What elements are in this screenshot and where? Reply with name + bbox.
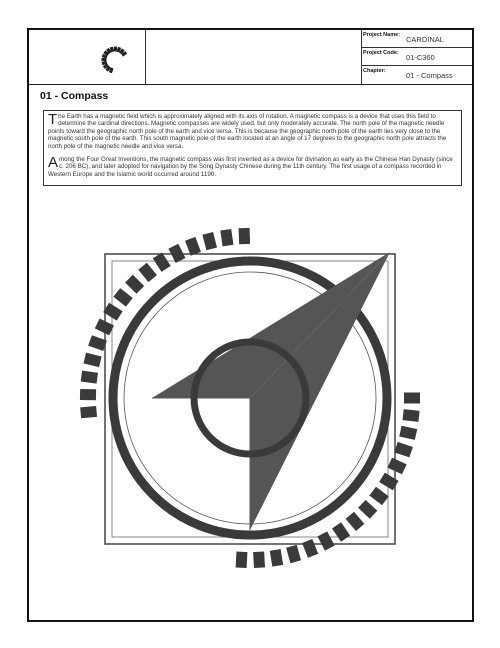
tick-segment bbox=[394, 442, 413, 458]
tick-segment bbox=[399, 426, 417, 440]
tick-segment bbox=[81, 371, 98, 384]
tick-segment bbox=[80, 406, 97, 418]
tick-segment bbox=[168, 244, 185, 263]
tick-segment bbox=[358, 500, 377, 519]
tick-segment bbox=[253, 551, 265, 568]
tick-segment bbox=[202, 232, 217, 250]
tick-segment bbox=[403, 409, 420, 422]
project-code-label: Project Code: bbox=[363, 50, 399, 56]
tick-segment bbox=[302, 539, 318, 558]
tick-segment bbox=[220, 229, 233, 246]
tick-segment bbox=[387, 458, 406, 475]
project-name-label: Project Name: bbox=[363, 32, 400, 38]
tick-segment bbox=[332, 522, 350, 541]
paragraph-1-text: he Earth has a magnetic field which is approximately aligned with its axis of rotation. A magnetic compass is a device that uses this field to determine the cardinal directions. Magnetic compasses are widely used, but only moderately accurate. The north pole of the magnetic needle points toward the geographic north pole of the earth and vice versa. This is because the geographic north pole of the earth lies very close to the magnetic south pole of the earth. This south magnetic pole of the earth located at an angle of 17 degrees to the geographic north pole attracts the north pole of the magnetic needle and vice versa. bbox=[48, 113, 447, 150]
tick-segment bbox=[239, 228, 251, 244]
tick-segment bbox=[404, 393, 420, 404]
tick-segment bbox=[153, 252, 171, 271]
tick-segment bbox=[103, 303, 122, 321]
tick-segment bbox=[369, 487, 388, 505]
section-title: 01 - Compass bbox=[40, 90, 109, 102]
tick-segment bbox=[185, 237, 201, 256]
tick-segment bbox=[83, 353, 101, 367]
chapter-label: Chapter: bbox=[363, 68, 386, 74]
tick-segment bbox=[346, 512, 365, 531]
paragraph-2-dropcap: A bbox=[48, 154, 59, 172]
tick-segment bbox=[88, 335, 107, 351]
tick-segment bbox=[317, 531, 334, 550]
tick-segment bbox=[236, 552, 248, 569]
tick-segment bbox=[113, 288, 132, 307]
project-name-value: CARDINAL bbox=[406, 35, 444, 44]
chapter-value: 01 - Compass bbox=[406, 71, 453, 80]
tick-segment bbox=[125, 275, 144, 294]
tick-segment bbox=[138, 263, 157, 282]
paragraph-1-dropcap: T bbox=[48, 111, 58, 128]
paragraph-2-text: mong the Four Great Inventions, the magnetic compass was first invented as a device for divination as early as the Chinese Han Dynasty (since c. 206 BC), and later adopted for navigation by the Song Dynasty Chinese during the 11th century. The first usage of a compass recorded in Western Europe and the Islamic world occurred around 1190. bbox=[48, 156, 453, 178]
tick-segment bbox=[95, 319, 114, 336]
project-code-value: 01-C360 bbox=[406, 53, 435, 62]
tick-segment bbox=[270, 549, 283, 567]
tick-segment bbox=[286, 545, 301, 563]
tick-segment bbox=[80, 389, 96, 400]
